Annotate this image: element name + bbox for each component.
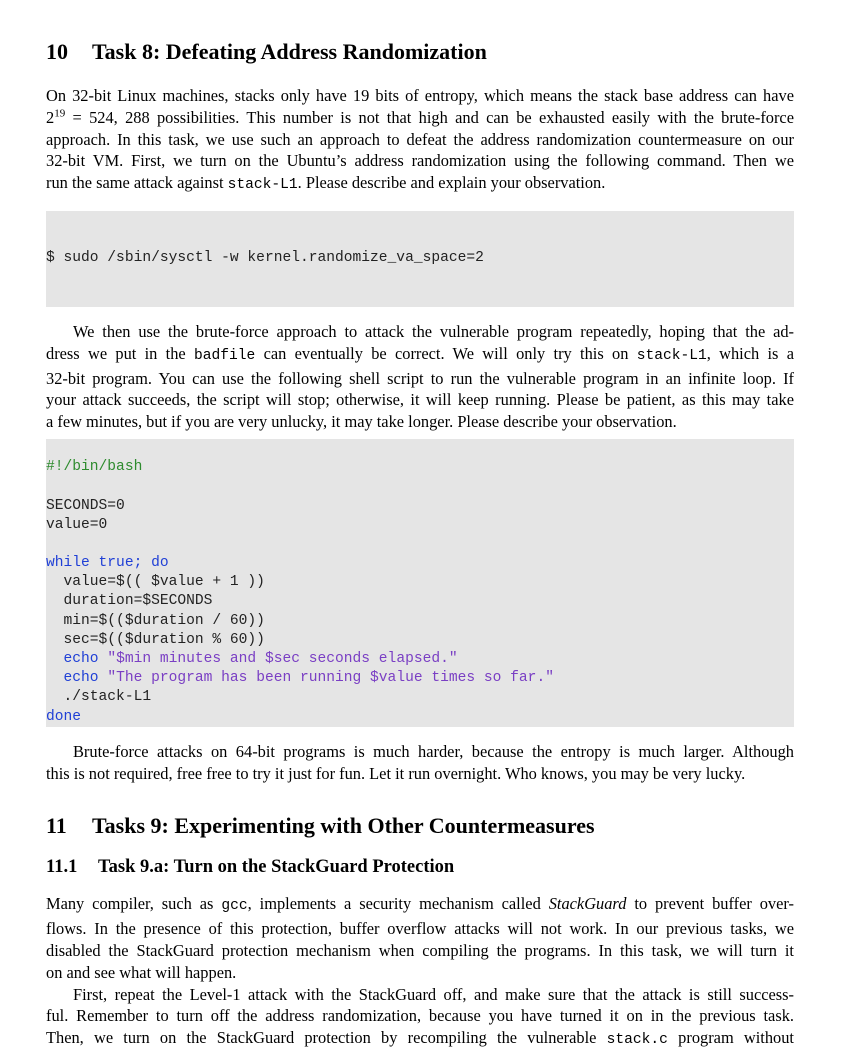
command-code-block xyxy=(46,211,794,307)
math-equation: = 524, 288 xyxy=(65,107,150,127)
text-fragment: to prevent buffer over- xyxy=(626,894,794,914)
text-line xyxy=(46,343,794,368)
text-line: 32-bit VM. First, we turn on the Ubuntu’s address randomization using the following command. Then we xyxy=(46,151,794,171)
text-line: On 32-bit Linux machines, stacks only have 19 bits of entropy, which means the stack base address can have xyxy=(46,86,794,105)
text-line: We then use the brute-force approach to attack the vulnerable program repeatedly, hoping that the ad- xyxy=(73,321,794,341)
code-line: duration=$SECONDS xyxy=(46,593,213,610)
code-line: sec=$(($duration % 60)) xyxy=(46,631,265,648)
text-line: this is not required, free free to try it just for fun. Let it run overnight. Who knows, you may be very lucky. xyxy=(46,763,746,783)
code-line: ./stack-L1 xyxy=(46,689,152,706)
code-line: value=$(( $value + 1 )) xyxy=(46,574,265,591)
text-fragment: program without xyxy=(667,1028,794,1048)
text-line xyxy=(46,107,794,129)
section-10-paragraph-1 xyxy=(46,85,794,197)
text-fragment: possibilities. This number is not that high and can be exhausted easily with the brute-force xyxy=(149,107,794,127)
subsection-11-1-paragraph-1 xyxy=(46,893,794,983)
text-fragment: , which is a xyxy=(706,343,794,363)
text-fragment: , implements a security mechanism called xyxy=(247,894,549,914)
section-10-paragraph-2 xyxy=(46,321,794,433)
text-line: a few minutes, but if you are very unlucky, it may take longer. Please describe your observation. xyxy=(46,412,677,432)
math-base: 2 xyxy=(46,107,55,127)
text-fragment: . Please describe and explain your observation. xyxy=(297,173,606,193)
inline-code: badfile xyxy=(194,347,256,364)
document-page xyxy=(46,36,794,1052)
text-line: on and see what will happen. xyxy=(46,962,237,982)
text-fragment: run the same attack against xyxy=(46,173,228,193)
section-11-number: 11 xyxy=(46,813,67,839)
section-10-paragraph-3 xyxy=(46,741,794,785)
math-exponent: 19 xyxy=(54,107,66,120)
code-line xyxy=(46,554,794,573)
text-line: First, repeat the Level-1 attack with the StackGuard off, and make sure that the attack is still success- xyxy=(73,984,794,1004)
command-line: $ sudo /sbin/sysctl -w kernel.randomize_va_space=2 xyxy=(46,250,484,267)
code-line: SECONDS=0 xyxy=(46,497,125,514)
text-line: 32-bit program. You can use the following shell script to run the vulnerable program in an infinite loop. If xyxy=(46,368,794,388)
text-fragment: can eventually be correct. We will only try this on xyxy=(255,343,637,363)
inline-code: gcc xyxy=(221,898,248,915)
text-line xyxy=(46,1027,794,1052)
code-line-blank xyxy=(46,477,794,496)
keyword-done: done xyxy=(46,708,82,725)
code-line xyxy=(46,669,794,688)
code-line xyxy=(46,650,794,669)
code-line: value=0 xyxy=(46,516,108,533)
section-11-title: Tasks 9: Experimenting with Other Countermeasures xyxy=(92,813,595,839)
keyword-do: do xyxy=(151,555,169,572)
section-10-number: 10 xyxy=(46,39,68,64)
inline-code: stack-L1 xyxy=(227,177,298,194)
text-fragment: dress we put in the xyxy=(46,343,194,363)
subsection-11-1-heading xyxy=(46,855,794,879)
subsection-11-1-paragraph-2 xyxy=(46,984,794,1052)
inline-code: stack.c xyxy=(606,1032,668,1049)
text-line xyxy=(46,893,794,918)
code-line-shebang: #!/bin/bash xyxy=(46,459,143,476)
italic-term: StackGuard xyxy=(548,894,627,914)
inline-code: stack-L1 xyxy=(636,347,707,364)
section-10-heading xyxy=(46,38,794,66)
string-literal: "The program has been running $value times so far." xyxy=(107,670,554,687)
keyword-while: while true; xyxy=(46,555,143,572)
section-11-heading xyxy=(46,812,794,840)
keyword-echo: echo xyxy=(63,651,99,668)
text-line xyxy=(46,172,794,197)
text-line: your attack succeeds, the script will stop; otherwise, it will keep running. Please be patient, as this may take xyxy=(46,390,794,410)
string-literal: "$min minutes and $sec seconds elapsed." xyxy=(107,651,458,668)
text-fragment: Many compiler, such as xyxy=(46,894,222,914)
text-line: approach. In this task, we use such an approach to defeat the address randomization countermeasure on our xyxy=(46,129,794,149)
keyword-echo: echo xyxy=(63,670,99,687)
text-line: ful. Remember to turn off the address randomization, because you have turned it on in the previous task. xyxy=(46,1006,794,1026)
text-line: flows. In the presence of this protection, buffer overflow attacks will not work. In our previous tasks, we xyxy=(46,919,794,939)
subsection-11-1-title: Task 9.a: Turn on the StackGuard Protection xyxy=(98,857,455,878)
subsection-11-1-number: 11.1 xyxy=(46,857,78,878)
section-10-title: Task 8: Defeating Address Randomization xyxy=(92,39,487,64)
text-fragment: Then, we turn on the StackGuard protection by recompiling the vulnerable xyxy=(46,1028,607,1048)
code-line-blank xyxy=(46,535,794,554)
code-line: min=$(($duration / 60)) xyxy=(46,612,265,629)
text-line: Brute-force attacks on 64-bit programs is much harder, because the entropy is much larger. Although xyxy=(73,741,794,761)
text-line: disabled the StackGuard protection mechanism when compiling the programs. In this task, we will turn it xyxy=(46,940,794,960)
shell-script-code-block xyxy=(46,439,794,727)
